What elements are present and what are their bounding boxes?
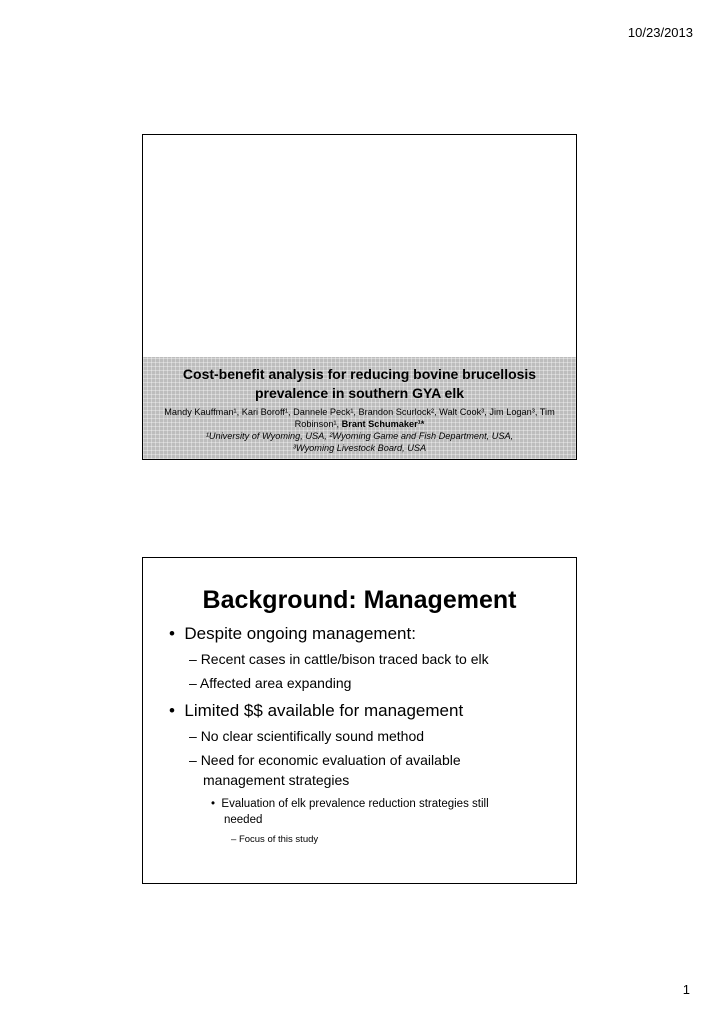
slide-2 [142,557,577,884]
slide-title-line-1: Cost-benefit analysis for reducing bovine brucellosis [182,366,537,382]
sub-sub-bullet: • Evaluation of elk prevalence reduction strategies still [211,798,489,810]
authors [143,406,576,430]
bullet-1: • Despite ongoing management: [169,624,416,643]
print-date: 10/23/2013 [627,25,693,40]
sub-bullet-2a-text: No clear scientifically sound method [200,728,425,744]
slide-1 [142,134,577,460]
slide-title-line-2: prevalence in southern GYA elk [254,385,465,401]
sub-bullet-2b-text: Need for economic evaluation of available [200,752,461,768]
authors-line-1: Mandy Kauffman¹, Kari Boroff¹, Dannele Peck¹, Brandon Scurlock², Walt Cook³, Jim Logan³, Tim [164,407,555,417]
bullet-2-text: Limited $$ available for management [184,701,464,720]
sub-bullet-2a: – No clear scientifically sound method [189,728,425,744]
authors-line-2 [149,418,570,430]
sub-bullet-1a: – Recent cases in cattle/bison traced back to elk [189,651,489,667]
title-band [143,357,576,459]
sub-sub-bullet-cont: needed [224,814,263,826]
affiliation-line-2: ³Wyoming Livestock Board, USA [292,443,427,453]
sub-bullet-2b-cont: management strategies [203,772,350,788]
sub-bullet-2b: – Need for economic evaluation of available [189,752,461,768]
page-number: 1 [682,982,690,997]
slide-2-title: Background: Management [202,586,517,614]
bullet-1-text: Despite ongoing management: [184,624,416,643]
bullet-2: • Limited $$ available for management [169,701,464,720]
sub-sub-bullet-text: Evaluation of elk prevalence reduction strategies still [221,798,489,810]
presenting-author: Brant Schumaker¹* [341,419,425,429]
sub-bullet-1b-text: Affected area expanding [199,675,352,691]
level-4-bullet-text: Focus of this study [238,834,319,845]
sub-bullet-1b: – Affected area expanding [189,675,352,691]
sub-bullet-1a-text: Recent cases in cattle/bison traced back to elk [200,651,489,667]
authors-line-2-plain: Robinson¹, [294,419,342,429]
affiliation-line-1: ¹University of Wyoming, USA, ²Wyoming Game and Fish Department, USA, [205,431,514,441]
level-4-bullet: – Focus of this study [231,834,319,845]
